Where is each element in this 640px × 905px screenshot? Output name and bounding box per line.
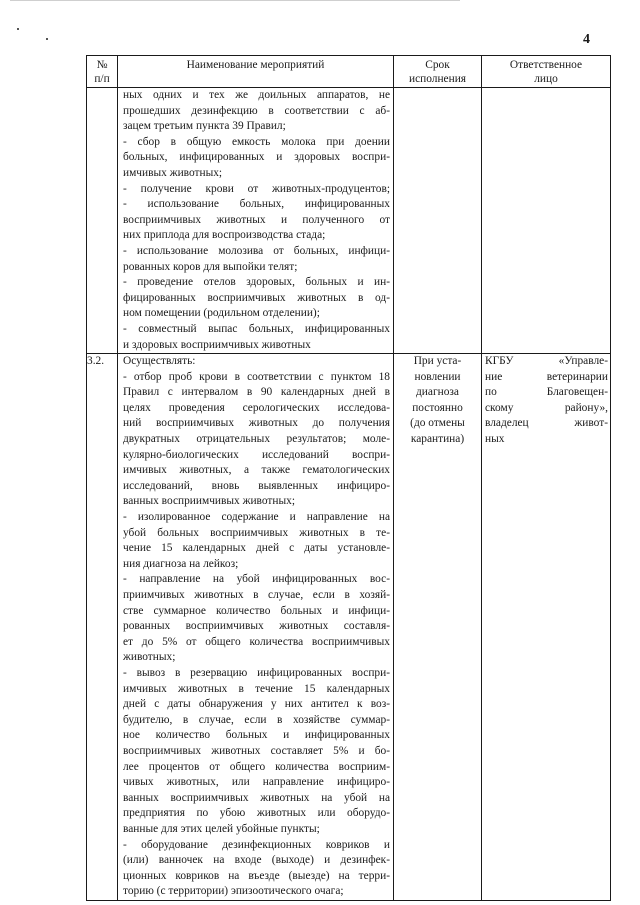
text-line: дней с даты обнаружения у них антител к воз- — [123, 698, 390, 711]
text-line: животных; — [123, 651, 176, 664]
row1-responsible-cell — [482, 88, 611, 354]
text-line: Правил с интервалом в 90 календарных дней в — [123, 386, 390, 399]
text-line: убой больных восприимчивых животных в те- — [123, 526, 390, 539]
text-line: по Благовещен- — [485, 386, 608, 399]
header-responsible: Ответственное лицо — [482, 56, 611, 88]
text-line: ванных восприимчивых животных; — [123, 495, 295, 508]
table-row — [87, 88, 611, 354]
text-line: карантина) — [410, 433, 465, 446]
text-line: ном помещении (родильном отделении); — [123, 307, 320, 320]
text-line: будителю, в случае, если в хозяйстве суммар- — [123, 713, 390, 726]
row2-number: 3.2. — [87, 355, 105, 368]
text-line: ционных ковриков на въезде (выезде) на терри- — [123, 869, 390, 882]
text-line: исследований, вновь выявленных инфициро- — [123, 479, 390, 492]
text-line: торию (с территории) эпизоотического очага; — [123, 885, 344, 898]
text-line: новлении — [414, 370, 461, 383]
row2-term-text — [394, 354, 481, 448]
text-line: - направление на убой инфицированных вос- — [123, 573, 390, 586]
text-line: - вывоз в резервацию инфицированных воспри- — [123, 666, 390, 679]
text-line: - использование молозива от больных, инфици- — [123, 244, 390, 257]
text-line: - проведение отелов здоровых, больных и ин- — [123, 276, 390, 289]
row2-term-cell — [394, 354, 482, 901]
text-line: имчивых животных; — [123, 166, 223, 179]
scan-speck — [17, 28, 19, 30]
row2-measure-text — [118, 354, 393, 900]
text-line: чивых животных, или направление инфициро- — [123, 776, 390, 789]
row1-measure-cell — [118, 88, 394, 354]
text-line: ния диагноза на лейкоз; — [123, 557, 239, 570]
row2-responsible-text — [482, 354, 610, 448]
row2-number-cell — [87, 354, 118, 901]
text-line: зацем третьим пункта 39 Правил; — [123, 120, 286, 133]
text-line: ных одних и тех же доильных аппаратов, не — [123, 89, 390, 101]
row2-responsible-cell — [482, 354, 611, 901]
text-line: прошедших дезинфекцию в соответствии с аб- — [123, 104, 390, 117]
text-line: владелец живот- — [485, 417, 608, 430]
table-row — [87, 354, 611, 901]
page-number: 4 — [583, 32, 590, 47]
text-line: имчивых животных в течение 15 календарных — [123, 682, 390, 695]
text-line: стве суммарное количество больных и инфици- — [123, 604, 390, 617]
text-line: диагноза — [416, 386, 459, 399]
text-line: приимчивых животных в случае, если в хозяй- — [123, 589, 390, 601]
text-line: фицированных восприимчивых животных в од- — [123, 291, 390, 304]
text-line: имчивых животных, а также гематологических — [123, 464, 390, 477]
text-line: восприимчивых животных составляет 5% и бо- — [123, 744, 390, 757]
row1-number-cell — [87, 88, 118, 354]
text-line: постоянно — [412, 401, 463, 414]
text-line: больных, инфицированных и здоровых воспри- — [123, 151, 390, 164]
text-line: КГБУ «Управле- — [485, 355, 608, 368]
text-line: ванных восприимчивых животных на убой на — [123, 791, 390, 804]
text-line: (до отмены — [410, 417, 465, 430]
text-line: и здоровых восприимчивых животных — [123, 338, 311, 351]
text-line: (или) ванночек на входе (выходе) и дезинфек- — [123, 854, 390, 867]
table-header-row — [87, 56, 611, 88]
header-term: Срок исполнения — [394, 56, 482, 88]
header-measure-name: Наименование мероприятий — [118, 56, 394, 88]
text-line: ние ветеринарии — [485, 370, 608, 383]
text-line: кулярно-биологических исследований воспри- — [123, 448, 390, 461]
header-number: № п/п — [87, 56, 118, 88]
row1-term-cell — [394, 88, 482, 354]
text-line: рованных коров для выпойки телят; — [123, 260, 298, 273]
text-line: скому району», — [485, 401, 608, 414]
text-line: - использование больных, инфицированных — [123, 198, 390, 211]
text-line: восприимчивых животных и полученного от — [123, 213, 390, 226]
text-line: - совместный выпас больных, инфицированных — [123, 322, 390, 335]
scan-speck — [46, 38, 48, 40]
text-line: ний восприимчивых животных до получения — [123, 417, 390, 430]
scan-top-edge — [10, 0, 460, 9]
row1-measure-text — [118, 88, 393, 353]
text-line: двукратных отрицательных результатов; моле- — [123, 433, 390, 446]
text-line: лее процентов от общего количества восприим- — [123, 760, 390, 773]
measures-table — [86, 55, 611, 901]
text-line: них приплода для воспроизводства стада; — [123, 229, 326, 242]
text-line: Осуществлять: — [123, 355, 196, 368]
text-line: рованных восприимчивых животных составля- — [123, 620, 390, 633]
text-line: ванные для этих целей убойные пункты; — [123, 822, 320, 835]
text-line: - изолированное содержание и направление на — [123, 511, 390, 524]
text-line: предприятия по убою животных или оборудо- — [123, 807, 390, 820]
text-line: При уста- — [413, 355, 462, 368]
text-line: ных — [485, 433, 505, 446]
text-line: чение 15 календарных дней с даты установле- — [123, 542, 390, 555]
text-line: - отбор проб крови в соответствии с пунктом 18 — [123, 370, 390, 383]
text-line: ет до 5% от общего количества восприимчивых — [123, 635, 390, 648]
text-line: целях проведения серологических исследова- — [123, 401, 390, 414]
text-line: - оборудование дезинфекционных ковриков и — [123, 838, 390, 851]
text-line: ное количество больных и инфицированных — [123, 729, 390, 742]
row2-measure-cell — [118, 354, 394, 901]
text-line: - получение крови от животных-продуцентов; — [123, 182, 390, 195]
text-line: - сбор в общую емкость молока при доении — [123, 135, 390, 148]
